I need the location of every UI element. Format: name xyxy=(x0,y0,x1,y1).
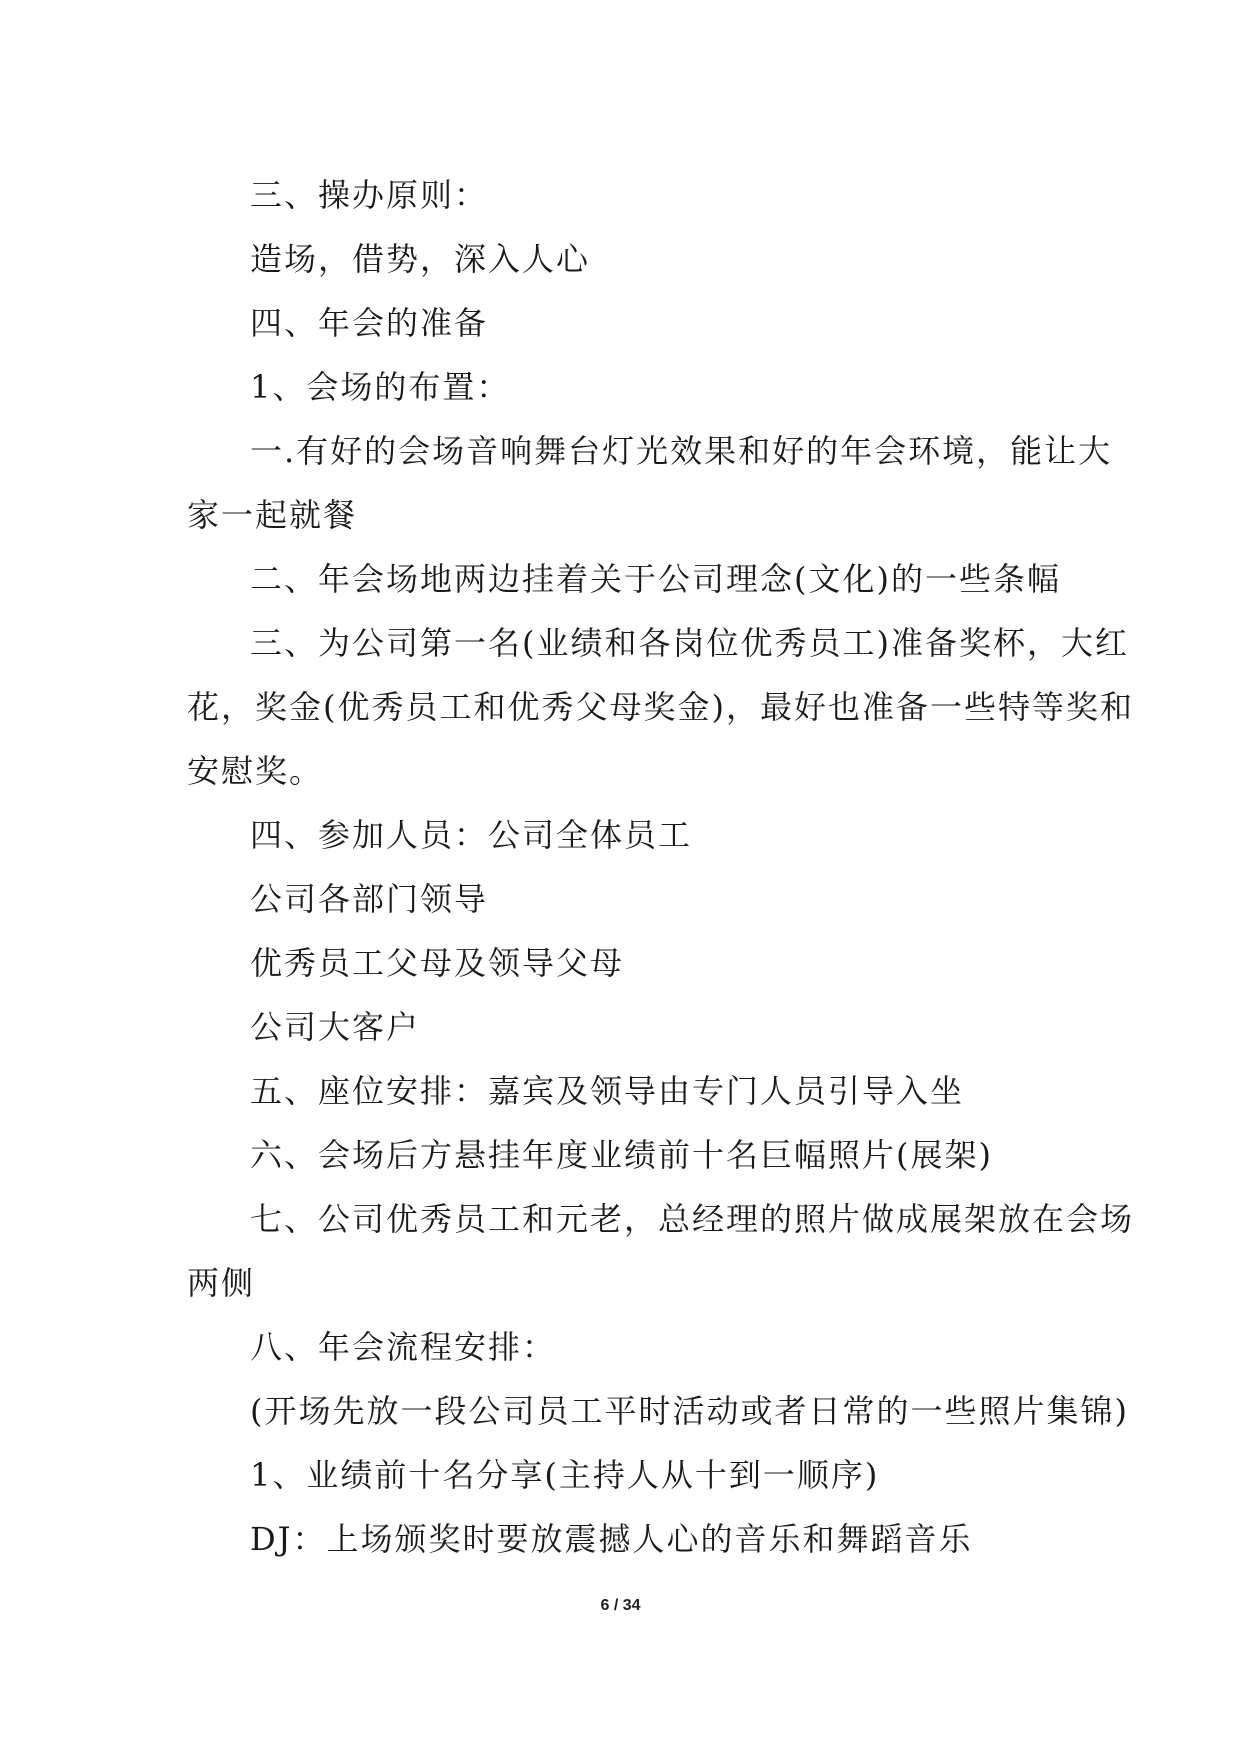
list-item-department-leaders: 公司各部门领导 xyxy=(250,880,489,918)
paragraph-top-ten-photos: 六、会场后方悬挂年度业绩前十名巨幅照片(展架) xyxy=(250,1136,993,1174)
paragraph-awards-line-1: 三、为公司第一名(业绩和各岗位优秀员工)准备奖杯，大红 xyxy=(250,624,1129,662)
paragraph-banners: 二、年会场地两边挂着关于公司理念(文化)的一些条幅 xyxy=(250,560,1061,598)
paragraph-dj-music: DJ：上场颁奖时要放震撼人心的音乐和舞蹈音乐 xyxy=(250,1520,973,1558)
paragraph-venue-line-2: 家一起就餐 xyxy=(187,496,358,534)
page-number: 6 / 34 xyxy=(600,1597,641,1614)
document-body xyxy=(187,163,1135,1571)
subheading-venue-layout: 1、会场的布置： xyxy=(250,368,511,406)
paragraph-venue-line-1: 一.有好的会场音响舞台灯光效果和好的年会环境，能让大 xyxy=(250,432,1113,470)
list-item-parents: 优秀员工父母及领导父母 xyxy=(250,944,625,982)
paragraph-awards-line-3: 安慰奖。 xyxy=(187,752,324,790)
paragraph-staff-photos-line-1: 七、公司优秀员工和元老，总经理的照片做成展架放在会场 xyxy=(250,1200,1135,1238)
list-item-major-clients: 公司大客户 xyxy=(250,1008,421,1046)
paragraph-principles: 造场，借势，深入人心 xyxy=(250,240,591,278)
paragraph-attendees: 四、参加人员：公司全体员工 xyxy=(250,816,693,854)
paragraph-awards-line-2: 花，奖金(优秀员工和优秀父母奖金)，最好也准备一些特等奖和 xyxy=(187,688,1134,726)
heading-operating-principles: 三、操办原则： xyxy=(250,176,489,214)
paragraph-opening-slideshow: (开场先放一段公司员工平时活动或者日常的一些照片集锦) xyxy=(250,1392,1129,1430)
paragraph-top-ten-sharing: 1、业绩前十名分享(主持人从十到一顺序) xyxy=(250,1456,880,1494)
heading-preparation: 四、年会的准备 xyxy=(250,304,489,342)
paragraph-seating: 五、座位安排：嘉宾及领导由专门人员引导入坐 xyxy=(250,1072,965,1110)
heading-agenda: 八、年会流程安排： xyxy=(250,1328,557,1366)
paragraph-staff-photos-line-2: 两侧 xyxy=(187,1264,256,1302)
